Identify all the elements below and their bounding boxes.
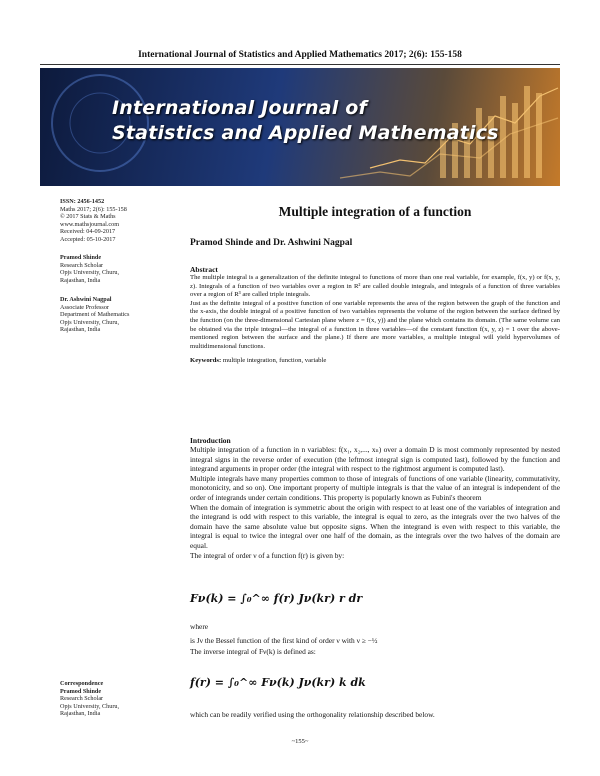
author1-role: Research Scholar [60,261,104,269]
banner-title-line2: Statistics and Applied Mathematics [112,122,499,144]
keywords [190,357,560,366]
equation-hankel-transform: Fν(k) = ∫₀^∞ f(r) Jν(kr) r dr [190,592,363,605]
where-text: where [190,622,209,631]
correspondence-affil1: Opjs University, Churu, [60,702,120,710]
author2-name: Dr. Ashwini Nagpal [60,296,112,303]
author2-role2: Department of Mathematics [60,311,130,319]
header-divider [40,64,560,65]
author2-role1: Associate Professor [60,303,109,311]
correspondence-role: Research Scholar [60,695,104,703]
author1-affil2: Rajasthan, India [60,276,101,284]
author1-affil1: Opjs University, Churu, [60,269,120,277]
equation-inverse-transform: f(r) = ∫₀^∞ Fν(k) Jν(kr) k dk [190,676,366,689]
introduction-heading: Introduction [190,436,231,445]
intro-paragraph-4: The integral of order ν of a function f(r) is given by: [190,550,345,560]
introduction-section [190,436,560,560]
author1-info [60,254,178,284]
correspondence-info [60,680,178,718]
received-date: Received: 04-09-2017 [60,228,116,236]
abstract-heading: Abstract [190,265,218,274]
author2-info [60,296,178,334]
page-number: ~155~ [291,738,309,745]
author2-affil1: Opjs University, Churu, [60,318,120,326]
correspondence-heading: Correspondence [60,680,104,687]
paper-authors: Pramod Shinde and Dr. Ashwini Nagpal [190,238,353,248]
accepted-date: Accepted: 05-10-2017 [60,235,116,243]
keywords-text: multiple integration, function, variable [221,357,327,365]
author1-name: Pramod Shinde [60,254,102,261]
keywords-label: Keywords: [190,357,222,365]
intro-paragraph-1: Multiple integration of a function in n variables: f(x₁, x₂,..., xₙ) over a domain D is most commonly represented by nested integral signs in the reverse order of execution (the leftmost integral sign is computed last), followed by the function and integrand arguments in proper order (the integral with respect to the rightmost argument is computed last). [190,445,560,474]
closing-text: which can be readily verified using the orthogonality relationship described below. [190,710,435,719]
article-meta [60,198,178,244]
abstract-paragraph-2: Just as the definite integral of a positive function of one variable represents the area of the region between the graph of the function and the x-axis, the double integral of a positive function of two variables represents the volume of the region between the surface defined by the function (on the three-dimensional Cartesian plane where z = f(x, y)) and the plane which contains its domain. (The same volume can be obtained via the triple integral—the integral of a function in three variables—of the constant function f(x, y, z) = 1 over the above-mentioned region between the surface and the plane.) If there are more variables, a multiple integral will yield hypervolumes of multidimensional functions. [190,299,560,350]
correspondence-affil2: Rajasthan, India [60,710,101,718]
banner-title-line1: International Journal of [112,97,368,119]
correspondence-name: Pramod Shinde [60,687,102,695]
intro-paragraph-2: Multiple integrals have many properties common to those of integrals of functions of one variable (linearity, commutativity, monotonicity, and so on). One important property of multiple integrals is that the value of an integral is independent of the order of integrands under certain conditions. This property is popularly known as Fubini's theorem [190,473,560,502]
copyright: © 2017 Stats & Maths [60,213,116,221]
journal-header: International Journal of Statistics and Applied Mathematics 2017; 2(6): 155-158 [138,50,462,60]
journal-website[interactable]: www.mathsjournal.com [60,220,120,228]
abstract-paragraph-1: The multiple integral is a generalization of the definite integral to functions of more than one real variable, for example, f(x, y) or f(x, y, z). Integrals of a function of two variables over a region in R² are called double integrals, and integrals of a function of three variables over a region of R³ are called triple integrals. [190,274,560,299]
intro-paragraph-3: When the domain of integration is symmetric about the origin with respect to at least one of the variables of integration and the integrand is odd with respect to this variable, the integral is equal to zero, as the integrals over the two halves of the domain have the same absolute value but opposite signs. When the integrand is even with respect to this variable, the integral is equal to twice the integral over one half of the domain, as the integrals over the two halves of the domain are equal. [190,502,560,550]
maths-citation: Maths 2017; 2(6): 155-158 [60,205,127,213]
bessel-description: is Jν the Bessel function of the first kind of order ν with ν ≥ −½ [190,636,378,645]
abstract-section [190,265,560,366]
paper-title: Multiple integration of a function [278,204,472,219]
author2-affil2: Rajasthan, India [60,326,101,334]
inverse-description: The inverse integral of Fν(k) is defined as: [190,647,316,656]
issn: ISSN: 2456-1452 [60,198,105,205]
journal-banner [40,68,560,186]
